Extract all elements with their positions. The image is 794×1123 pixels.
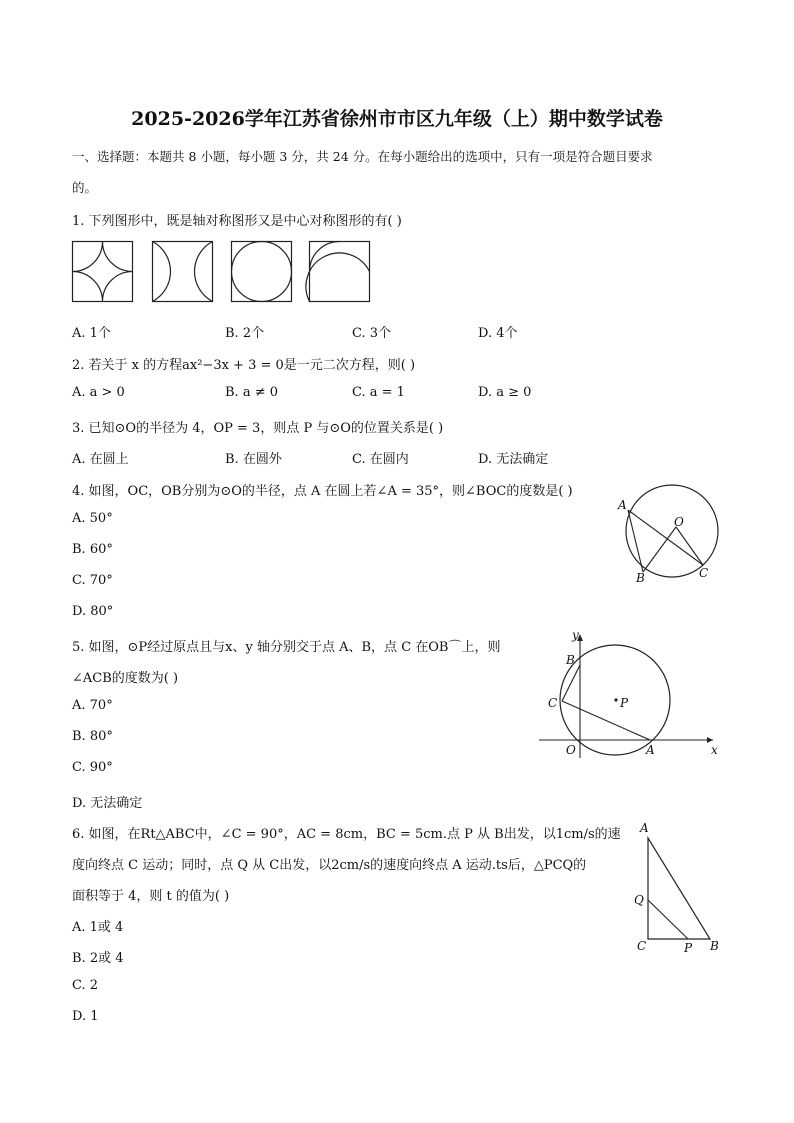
q5-option-c[interactable]: C. 90° <box>72 760 113 775</box>
q4-label-c: C <box>699 566 709 580</box>
section-heading-line1: 一、选择题：本题共 8 小题，每小题 3 分，共 24 分。在每小题给出的选项中，只有一项是符合题目要求 <box>72 149 653 164</box>
q6-stem-line1: 6. 如图，在Rt△ABC中，∠C = 90°，AC = 8cm，BC = 5cm.点 P 从 B出发，以1cm/s的速 <box>72 827 621 842</box>
q4-label-o: O <box>674 515 684 529</box>
q1-option-b[interactable]: B. 2个 <box>225 326 265 341</box>
q5-label-a: A <box>646 743 655 757</box>
q4-option-d[interactable]: D. 80° <box>72 604 114 619</box>
q6-label-c: C <box>637 939 647 953</box>
q1-figure-4 <box>306 242 370 302</box>
q1-figure-2 <box>153 242 213 302</box>
q5-option-d[interactable]: D. 无法确定 <box>72 796 143 811</box>
q5-option-b[interactable]: B. 80° <box>72 729 113 744</box>
q4-label-a: A <box>618 498 627 512</box>
q6-stem-line2: 度向终点 C 运动；同时，点 Q 从 C出发，以2cm/s的速度向终点 A 运动.ts后，△PCQ的 <box>72 858 587 873</box>
q1-figures <box>72 241 372 303</box>
q5-label-x: x <box>711 743 718 757</box>
q5-label-p: P <box>620 696 629 710</box>
q4-stem: 4. 如图，OC，OB分别为⊙O的半径，点 A 在圆上若∠A = 35°，则∠BOC的度数是( ) <box>72 484 573 499</box>
q6-option-b[interactable]: B. 2或 4 <box>72 951 124 966</box>
section-heading-line2: 的。 <box>72 180 98 195</box>
q5-label-y: y <box>572 628 579 642</box>
q2-option-b[interactable]: B. a ≠ 0 <box>225 385 278 400</box>
page-title: 2025-2026学年江苏省徐州市市区九年级（上）期中数学试卷 <box>131 108 663 130</box>
q5-figure <box>535 630 725 760</box>
q4-option-c[interactable]: C. 70° <box>72 573 113 588</box>
q6-option-d[interactable]: D. 1 <box>72 1009 99 1024</box>
q6-label-a: A <box>640 821 649 835</box>
q4-option-a[interactable]: A. 50° <box>72 511 113 526</box>
q6-label-b: B <box>710 939 719 953</box>
q2-option-d[interactable]: D. a ≥ 0 <box>478 385 532 400</box>
q1-figure-1 <box>73 242 133 302</box>
q1-option-a[interactable]: A. 1个 <box>72 326 111 341</box>
q6-option-c[interactable]: C. 2 <box>72 978 99 993</box>
q4-label-b: B <box>636 571 645 585</box>
q4-option-b[interactable]: B. 60° <box>72 542 113 557</box>
q5-label-c: C <box>548 696 558 710</box>
q1-option-d[interactable]: D. 4个 <box>478 326 518 341</box>
q6-label-p: P <box>684 941 693 955</box>
q3-option-b[interactable]: B. 在圆外 <box>225 452 282 467</box>
q6-option-a[interactable]: A. 1或 4 <box>72 920 124 935</box>
q2-option-a[interactable]: A. a > 0 <box>72 385 125 400</box>
q6-stem-line3: 面积等于 4，则 t 的值为( ) <box>72 889 230 904</box>
q1-stem: 1. 下列图形中，既是轴对称图形又是中心对称图形的有( ) <box>72 214 402 229</box>
q3-option-a[interactable]: A. 在圆上 <box>72 452 129 467</box>
q6-label-q: Q <box>634 893 644 907</box>
q5-stem-line1: 5. 如图，⊙P经过原点且与x、y 轴分别交于点 A、B，点 C 在OB⌒上，则 <box>72 640 501 655</box>
q3-stem: 3. 已知⊙O的半径为 4，OP = 3，则点 P 与⊙O的位置关系是( ) <box>72 421 444 436</box>
q5-option-a[interactable]: A. 70° <box>72 698 113 713</box>
q3-option-c[interactable]: C. 在圆内 <box>352 452 409 467</box>
q4-figure <box>612 485 728 585</box>
q6-figure <box>630 818 726 960</box>
q5-label-b: B <box>566 653 575 667</box>
q5-label-o: O <box>566 743 576 757</box>
q2-option-c[interactable]: C. a = 1 <box>352 385 405 400</box>
q1-figure-3 <box>232 242 292 302</box>
q1-option-c[interactable]: C. 3个 <box>352 326 392 341</box>
q5-stem-line2: ∠ACB的度数为( ) <box>72 671 179 686</box>
q3-option-d[interactable]: D. 无法确定 <box>478 452 549 467</box>
q2-stem: 2. 若关于 x 的方程ax²−3x + 3 = 0是一元二次方程，则( ) <box>72 358 416 373</box>
